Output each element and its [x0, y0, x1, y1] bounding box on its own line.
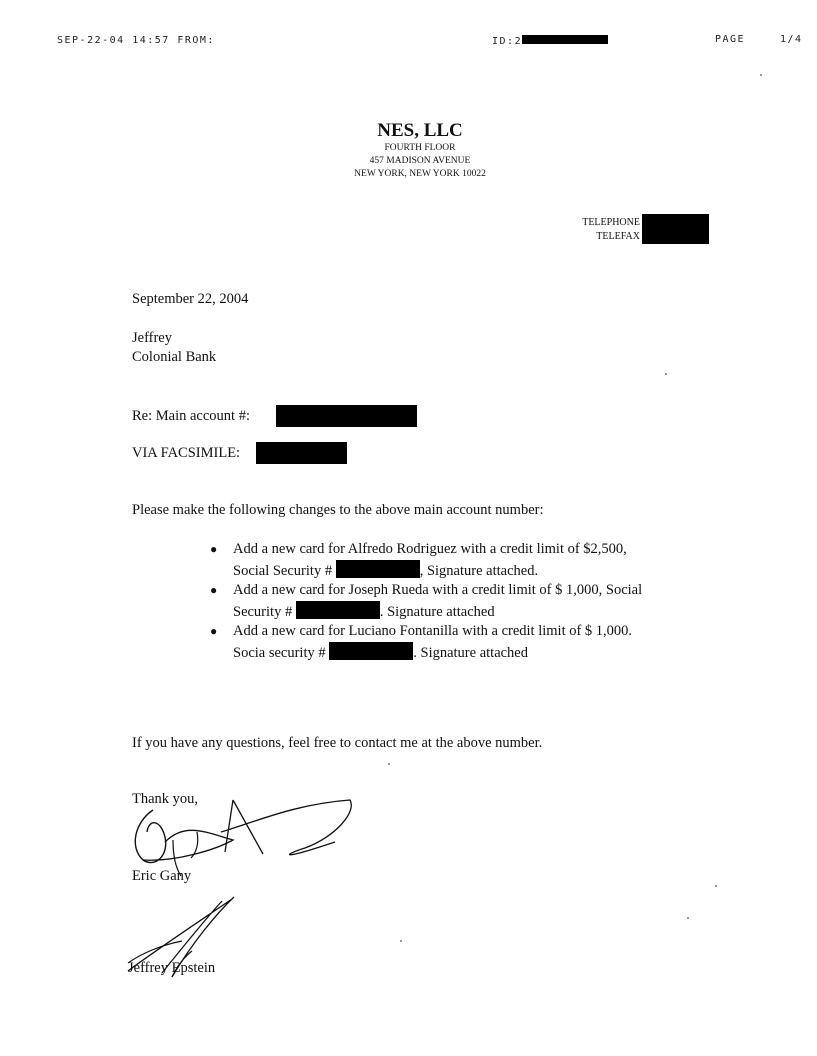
redaction-ssn: [329, 642, 413, 660]
item-suffix: . Signature attached: [379, 603, 495, 620]
telefax-label: TELEFAX: [596, 231, 640, 242]
item-line-2: [233, 642, 708, 664]
item-line-2: [233, 560, 708, 582]
telephone-label: TELEPHONE: [582, 217, 640, 228]
redaction-fax-number: [256, 442, 347, 464]
letterhead-line-2: 457 MADISON AVENUE: [369, 156, 471, 166]
recipient-org: Colonial Bank: [132, 349, 217, 365]
via-label: VIA FACSIMILE:: [132, 445, 241, 461]
fax-page-number: 1/4: [780, 34, 803, 45]
ssn-label: Socia security #: [233, 644, 326, 661]
signer-2-name: Jeffrey Epstein: [128, 960, 216, 976]
fax-id-fragment: 2: [514, 36, 523, 47]
re-line: [132, 408, 250, 425]
closing-text: If you have any questions, feel free to contact me at the above number.: [132, 735, 543, 751]
item-line-2: [233, 601, 708, 623]
item-suffix: , Signature attached.: [419, 562, 539, 579]
redaction-account-number: [276, 405, 417, 427]
list-item: [208, 581, 708, 622]
redaction-ssn: [336, 560, 420, 578]
ssn-label: Security #: [233, 603, 293, 620]
redaction-fax-id: [522, 35, 608, 44]
fax-id: [492, 35, 608, 47]
bullet-icon: ●: [210, 542, 218, 556]
intro-text: Please make the following changes to the above main account number:: [132, 502, 544, 518]
via-line: [132, 445, 240, 462]
recipient-name: Jeffrey: [132, 330, 172, 346]
bullet-icon: ●: [210, 583, 218, 597]
scan-speck: [687, 917, 689, 919]
letterhead-line-3: NEW YORK, NEW YORK 10022: [354, 169, 486, 179]
fax-id-label: ID:: [492, 36, 515, 47]
item-suffix: . Signature attached: [413, 644, 528, 661]
item-line-1: Add a new card for Alfredo Rodriguez with a credit limit of $2,500,: [233, 541, 627, 557]
company-name: NES, LLC: [377, 120, 463, 141]
fax-timestamp: SEP-22-04 14:57 FROM:: [57, 35, 215, 46]
card-request-list: [208, 540, 708, 663]
letter-date: September 22, 2004: [132, 291, 249, 307]
item-line-1: Add a new card for Joseph Rueda with a credit limit of $ 1,000, Social: [233, 582, 643, 598]
letterhead-line-1: FOURTH FLOOR: [384, 143, 456, 153]
signer-1-name: Eric Gany: [132, 868, 192, 884]
contact-labels: [582, 216, 640, 244]
redaction-contact-numbers: [642, 214, 709, 244]
list-item: [208, 540, 708, 581]
re-label: Re: Main account #:: [132, 408, 250, 424]
scan-speck: [388, 763, 390, 765]
sign-off: Thank you,: [132, 791, 199, 807]
list-item: [208, 622, 708, 663]
redaction-ssn: [296, 601, 380, 619]
fax-page-label: PAGE: [715, 34, 746, 45]
scan-speck: [400, 940, 402, 942]
bullet-icon: ●: [210, 624, 218, 638]
scan-speck: [760, 74, 762, 76]
scan-speck: [665, 373, 667, 375]
ssn-label: Social Security #: [233, 562, 333, 579]
scan-speck: [715, 885, 717, 887]
item-line-1: Add a new card for Luciano Fontanilla with a credit limit of $ 1,000.: [233, 623, 633, 639]
letterhead: [320, 120, 520, 181]
